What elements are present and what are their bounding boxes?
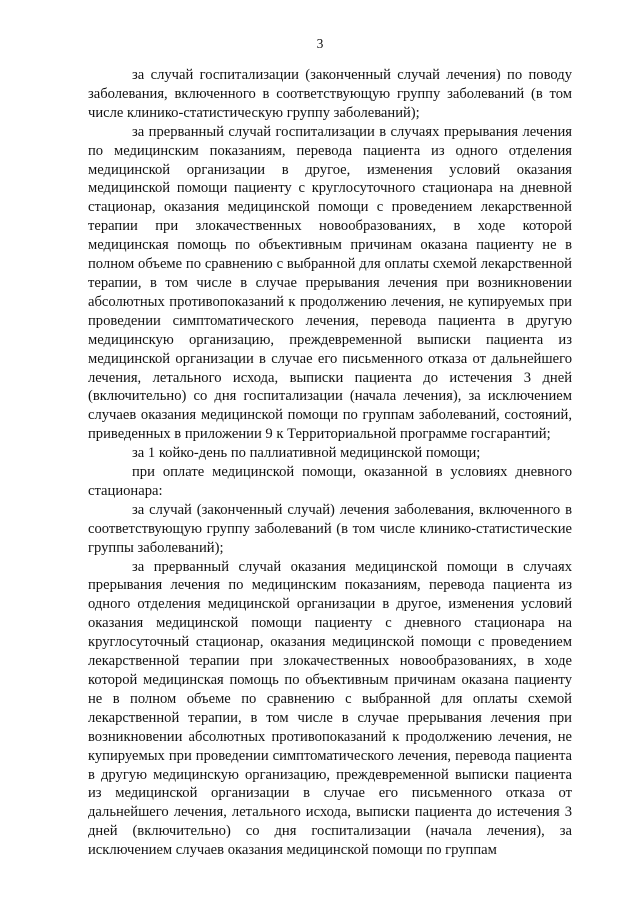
paragraph-day-hospital-completed-case: за случай (законченный случай) лечения заболевания, включенного в соответствующую группу заболеваний (в том числе клинико-статистические группы заболеваний); (88, 501, 572, 556)
paragraph-hospitalization-interrupted-case: за прерванный случай госпитализации в случаях прерывания лечения по медицинским показаниям, перевода пациента из одного отделения медицинской организации в другое, изменения условий оказания медицинской помощи пациенту с круглосуточного стационара на дневной стационар, оказания медицинской помощи с проведением лекарственной терапии при злокачественных новообразованиях, в ходе которой медицинская помощь по объективным причинам оказана пациенту не в полном объеме по сравнению с выбранной для оплаты схемой лекарственной терапии, в том числе в случае прерывания лечения при возникновении абсолютных противопоказаний к продолжению лечения, не купируемых при проведении симптоматического лечения, перевода пациента в другую медицинскую организацию, преждевременной выписки пациента из медицинской организации в случае его письменного отказа от дальнейшего лечения, летального исхода, выписки пациента до истечения 3 дней (включительно) со дня госпитализации (начала лечения), за исключением случаев оказания медицинской помощи по группам заболеваний, состояний, приведенных в приложении 9 к Территориальной программе госгарантий; (88, 123, 572, 443)
paragraph-hospitalization-completed-case: за случай госпитализации (законченный случай лечения) по поводу заболевания, включенного в соответствующую группу заболеваний (в том числе клинико-статистическую группу заболеваний); (88, 67, 572, 121)
document-body (88, 66, 572, 860)
paragraph-palliative-bed-day: за 1 койко-день по паллиативной медицинской помощи; (132, 445, 481, 462)
paragraph-day-hospital-interrupted-case: за прерванный случай оказания медицинской помощи в случаях прерывания лечения по медицинским показаниям, перевода пациента из одного отделения медицинской организации в другое, изменения условий оказания медицинской помощи пациенту с дневного стационара на круглосуточный стационар, оказания медицинской помощи с проведением лекарственной терапии при злокачественных новообразованиях, в ходе которой медицинская помощь по объективным причинам оказана пациенту не в полном объеме по сравнению с выбранной для оплаты схемой лекарственной терапии, в том числе в случае прерывания лечения при возникновении абсолютных противопоказаний к продолжению лечения, не купируемых при проведении симптоматического лечения, перевода пациента в другую медицинскую организацию, преждевременной выписки пациента из медицинской организации в случае его письменного отказа от дальнейшего лечения, летального исхода, выписки пациента до истечения 3 дней (включительно) со дня госпитализации (начала лечения), за исключением случаев оказания медицинской помощи по группам (88, 558, 572, 859)
paragraph-day-hospital-payment: при оплате медицинской помощи, оказанной в условиях дневного стационара: (88, 464, 572, 499)
page-number: 3 (316, 36, 324, 51)
